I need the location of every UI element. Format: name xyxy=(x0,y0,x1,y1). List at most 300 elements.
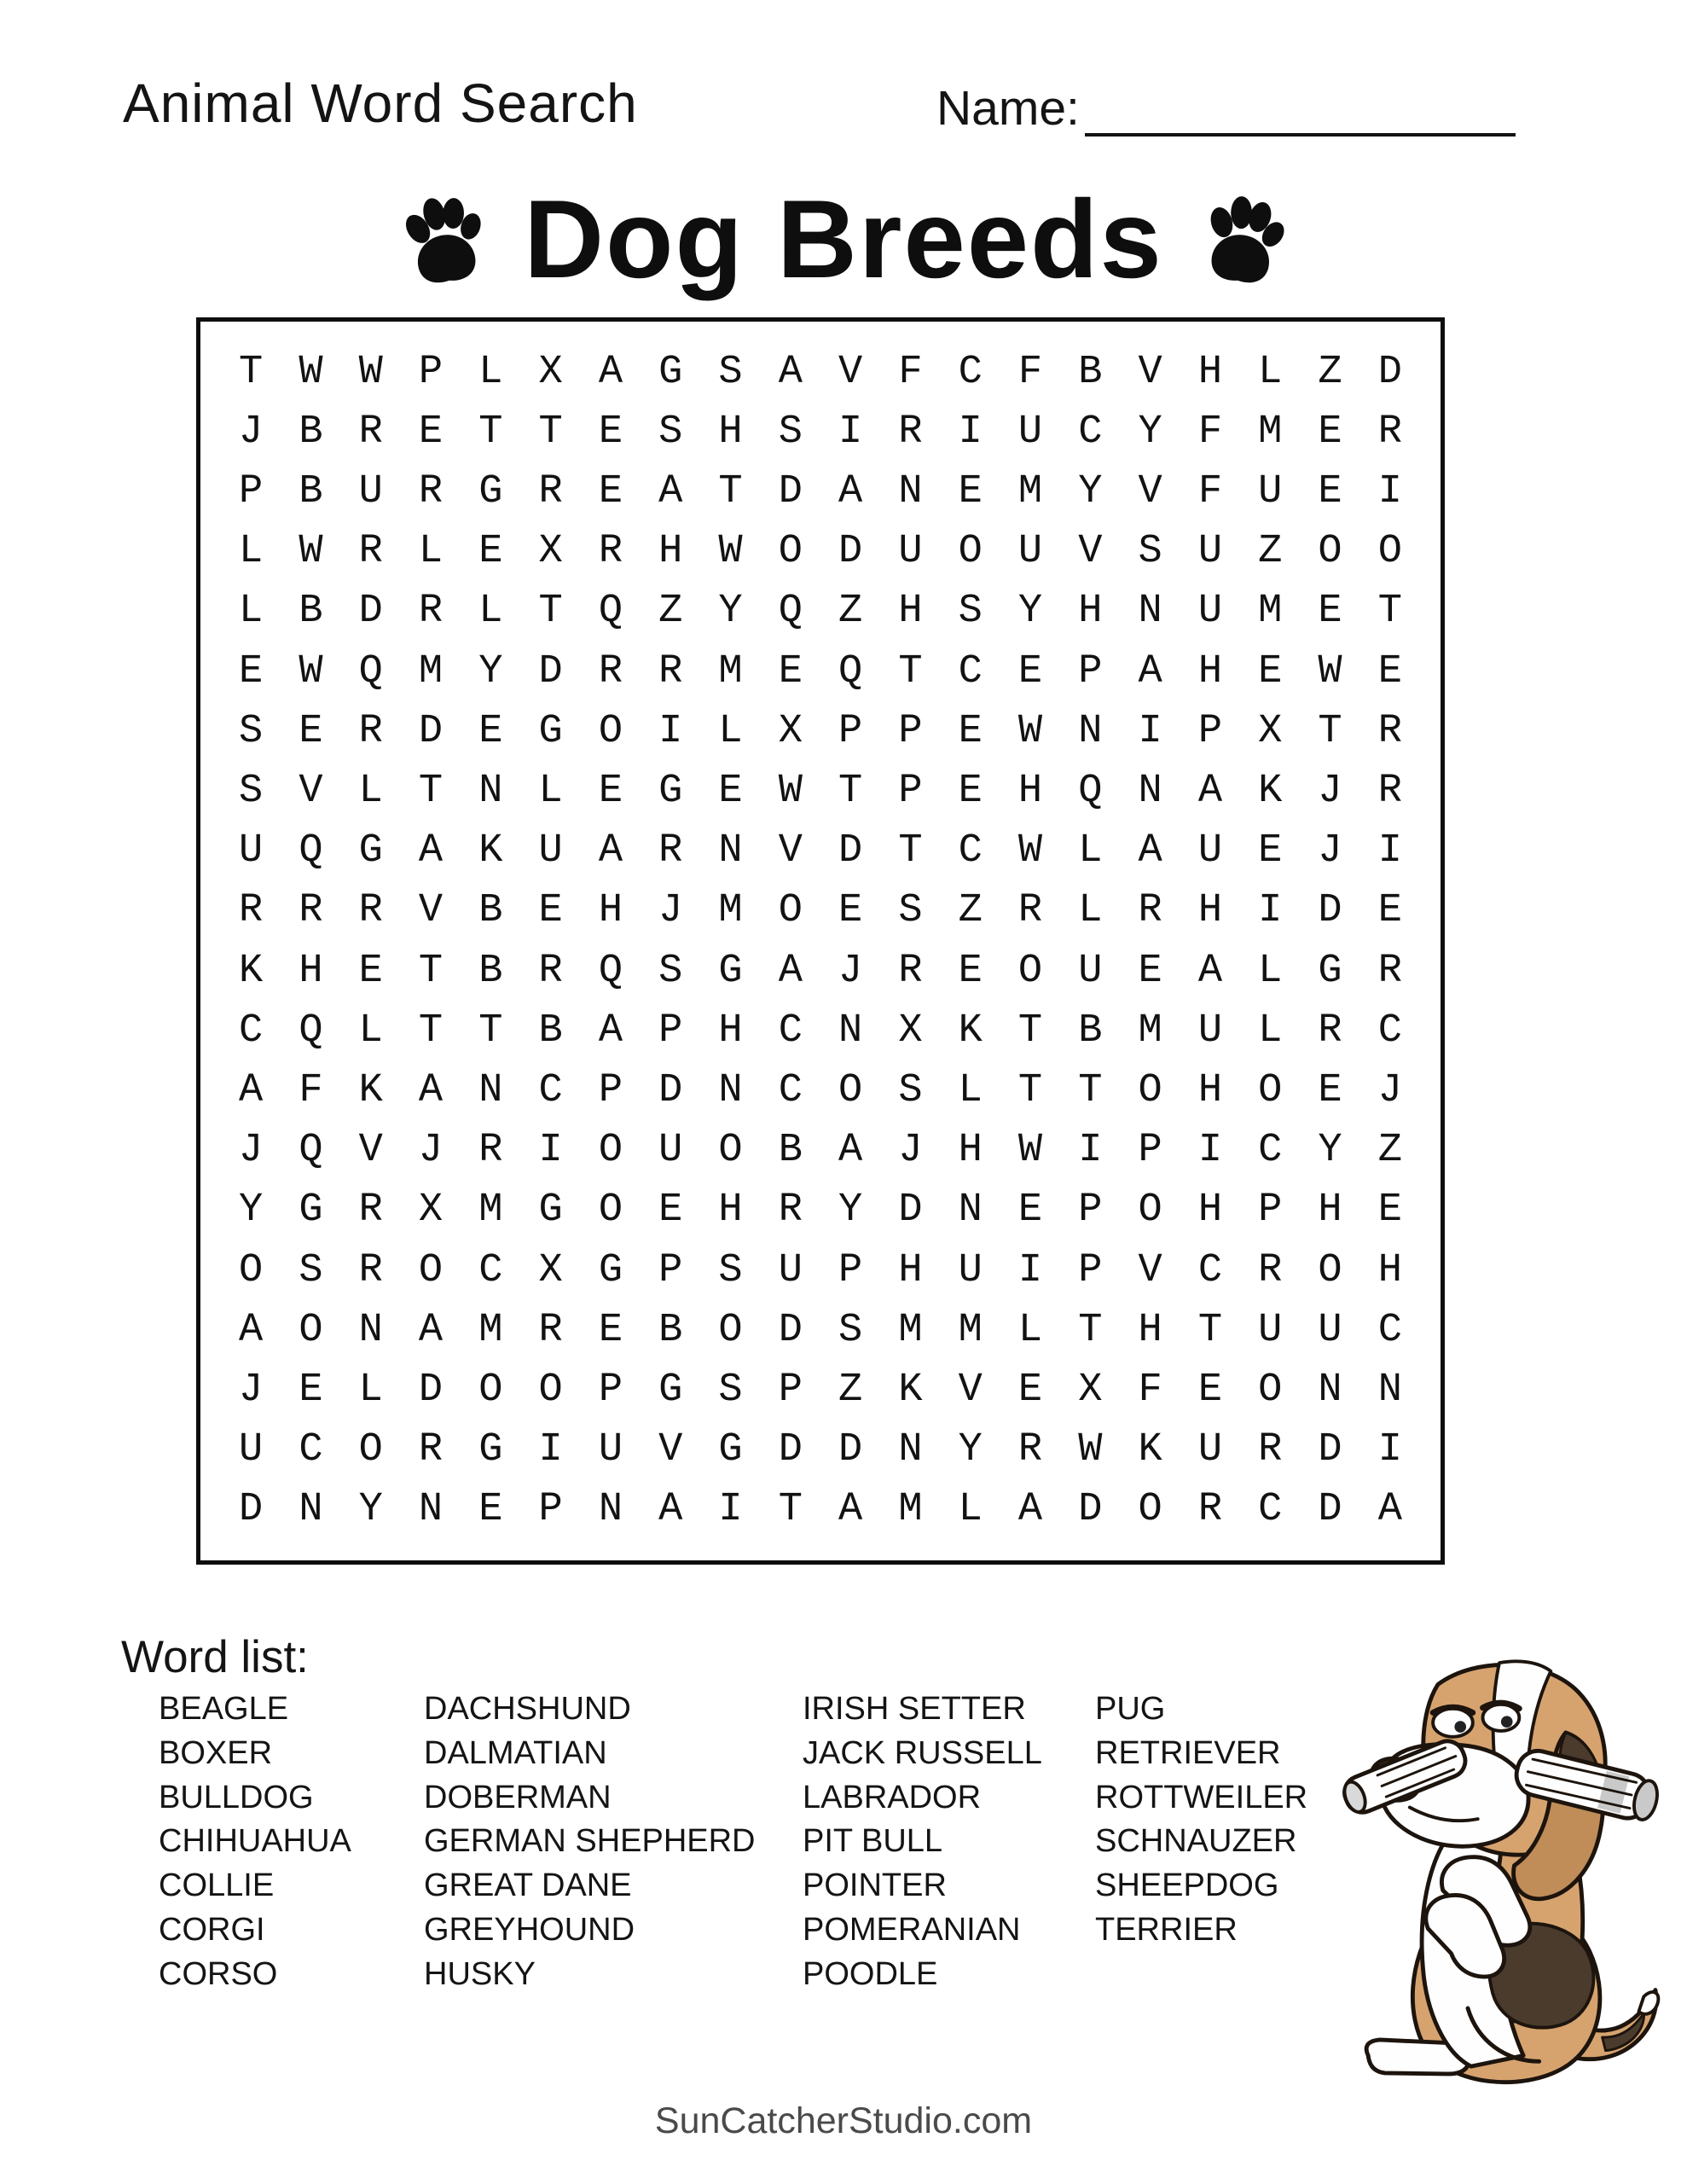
grid-letter[interactable]: T xyxy=(838,768,863,814)
grid-letter[interactable]: I xyxy=(1377,828,1402,874)
grid-letter[interactable]: J xyxy=(658,888,683,934)
grid-letter[interactable]: H xyxy=(1078,589,1103,635)
grid-letter[interactable]: C xyxy=(1258,1128,1283,1174)
grid-letter[interactable]: A xyxy=(658,468,683,514)
grid-letter[interactable]: E xyxy=(778,648,803,694)
grid-letter[interactable]: O xyxy=(778,888,803,934)
grid-letter[interactable]: B xyxy=(538,1008,563,1054)
grid-letter[interactable]: U xyxy=(1197,828,1223,874)
grid-letter[interactable]: A xyxy=(598,828,623,874)
grid-letter[interactable]: X xyxy=(898,1008,923,1054)
grid-letter[interactable]: E xyxy=(418,409,443,455)
grid-letter[interactable]: M xyxy=(958,1307,983,1353)
grid-letter[interactable]: Y xyxy=(838,1188,863,1234)
grid-letter[interactable]: H xyxy=(598,888,623,934)
grid-letter[interactable]: S xyxy=(958,589,983,635)
grid-letter[interactable]: U xyxy=(1078,948,1103,994)
grid-letter[interactable]: O xyxy=(299,1307,323,1353)
grid-letter[interactable]: R xyxy=(898,948,923,994)
grid-letter[interactable]: S xyxy=(718,349,743,395)
grid-letter[interactable]: I xyxy=(838,409,863,455)
grid-letter[interactable]: E xyxy=(1318,589,1342,635)
grid-letter[interactable]: S xyxy=(778,409,803,455)
grid-letter[interactable]: E xyxy=(299,708,323,754)
grid-letter[interactable]: D xyxy=(1318,888,1342,934)
grid-letter[interactable]: I xyxy=(1377,1427,1402,1473)
grid-letter[interactable]: T xyxy=(1377,589,1402,635)
grid-letter[interactable]: X xyxy=(538,1247,563,1293)
grid-letter[interactable]: U xyxy=(538,828,563,874)
grid-letter[interactable]: V xyxy=(1138,1247,1162,1293)
grid-letter[interactable]: D xyxy=(658,1067,683,1113)
grid-letter[interactable]: U xyxy=(1197,529,1223,575)
grid-letter[interactable]: B xyxy=(1078,1008,1103,1054)
grid-letter[interactable]: T xyxy=(478,1008,503,1054)
grid-letter[interactable]: N xyxy=(1138,589,1162,635)
grid-letter[interactable]: C xyxy=(1377,1008,1402,1054)
grid-letter[interactable]: R xyxy=(1318,1008,1342,1054)
grid-letter[interactable]: P xyxy=(898,708,923,754)
grid-letter[interactable]: R xyxy=(1377,948,1402,994)
grid-letter[interactable]: D xyxy=(838,1427,863,1473)
grid-letter[interactable]: E xyxy=(478,1487,503,1533)
grid-letter[interactable]: E xyxy=(1017,1367,1043,1413)
grid-letter[interactable]: U xyxy=(239,1427,264,1473)
grid-letter[interactable]: L xyxy=(478,349,503,395)
grid-letter[interactable]: I xyxy=(1377,468,1402,514)
grid-letter[interactable]: H xyxy=(1318,1188,1342,1234)
grid-letter[interactable]: P xyxy=(418,349,443,395)
grid-letter[interactable]: A xyxy=(1138,828,1162,874)
grid-letter[interactable]: N xyxy=(1377,1367,1402,1413)
grid-letter[interactable]: C xyxy=(1377,1307,1402,1353)
grid-letter[interactable]: D xyxy=(418,708,443,754)
grid-letter[interactable]: F xyxy=(1138,1367,1162,1413)
grid-letter[interactable]: Z xyxy=(1377,1128,1402,1174)
grid-letter[interactable]: T xyxy=(1078,1067,1103,1113)
grid-letter[interactable]: R xyxy=(1197,1487,1223,1533)
grid-letter[interactable]: R xyxy=(418,468,443,514)
grid-letter[interactable]: L xyxy=(239,589,264,635)
grid-letter[interactable]: D xyxy=(239,1487,264,1533)
grid-letter[interactable]: M xyxy=(1017,468,1043,514)
grid-letter[interactable]: G xyxy=(1318,948,1342,994)
grid-letter[interactable]: K xyxy=(358,1067,383,1113)
grid-letter[interactable]: R xyxy=(1377,708,1402,754)
grid-letter[interactable]: Z xyxy=(838,1367,863,1413)
grid-letter[interactable]: C xyxy=(1258,1487,1283,1533)
grid-letter[interactable]: O xyxy=(1138,1188,1162,1234)
grid-letter[interactable]: Z xyxy=(1258,529,1283,575)
grid-letter[interactable]: D xyxy=(838,529,863,575)
grid-letter[interactable]: U xyxy=(1017,409,1043,455)
grid-letter[interactable]: V xyxy=(1078,529,1103,575)
grid-letter[interactable]: A xyxy=(418,828,443,874)
grid-letter[interactable]: I xyxy=(718,1487,743,1533)
grid-letter[interactable]: M xyxy=(718,888,743,934)
grid-letter[interactable]: M xyxy=(898,1307,923,1353)
grid-letter[interactable]: X xyxy=(418,1188,443,1234)
grid-letter[interactable]: P xyxy=(1197,708,1223,754)
grid-letter[interactable]: D xyxy=(538,648,563,694)
grid-letter[interactable]: W xyxy=(1017,708,1043,754)
grid-letter[interactable]: V xyxy=(778,828,803,874)
grid-letter[interactable]: L xyxy=(718,708,743,754)
grid-letter[interactable]: B xyxy=(1078,349,1103,395)
grid-letter[interactable]: X xyxy=(1258,708,1283,754)
grid-letter[interactable]: R xyxy=(299,888,323,934)
grid-letter[interactable]: Y xyxy=(958,1427,983,1473)
grid-letter[interactable]: P xyxy=(1078,648,1103,694)
grid-letter[interactable]: P xyxy=(598,1367,623,1413)
grid-letter[interactable]: H xyxy=(1197,349,1223,395)
grid-letter[interactable]: E xyxy=(1318,1067,1342,1113)
grid-letter[interactable]: U xyxy=(778,1247,803,1293)
grid-letter[interactable]: U xyxy=(1318,1307,1342,1353)
grid-letter[interactable]: I xyxy=(1078,1128,1103,1174)
grid-letter[interactable]: Y xyxy=(358,1487,383,1533)
grid-letter[interactable]: J xyxy=(838,948,863,994)
grid-letter[interactable]: D xyxy=(1318,1427,1342,1473)
grid-letter[interactable]: E xyxy=(1258,648,1283,694)
grid-letter[interactable]: I xyxy=(658,708,683,754)
grid-letter[interactable]: E xyxy=(718,768,743,814)
grid-letter[interactable]: P xyxy=(838,1247,863,1293)
grid-letter[interactable]: P xyxy=(778,1367,803,1413)
grid-letter[interactable]: W xyxy=(1017,828,1043,874)
grid-letter[interactable]: E xyxy=(1017,648,1043,694)
grid-letter[interactable]: R xyxy=(239,888,264,934)
grid-letter[interactable]: R xyxy=(538,948,563,994)
grid-letter[interactable]: J xyxy=(1377,1067,1402,1113)
grid-letter[interactable]: V xyxy=(418,888,443,934)
grid-letter[interactable]: O xyxy=(598,708,623,754)
grid-letter[interactable]: J xyxy=(898,1128,923,1174)
grid-letter[interactable]: W xyxy=(299,648,323,694)
grid-letter[interactable]: W xyxy=(358,349,383,395)
grid-letter[interactable]: O xyxy=(478,1367,503,1413)
grid-letter[interactable]: V xyxy=(1138,349,1162,395)
grid-letter[interactable]: E xyxy=(478,708,503,754)
grid-letter[interactable]: P xyxy=(1258,1188,1283,1234)
grid-letter[interactable]: N xyxy=(418,1487,443,1533)
grid-letter[interactable]: Z xyxy=(838,589,863,635)
grid-letter[interactable]: J xyxy=(239,1367,264,1413)
grid-letter[interactable]: C xyxy=(958,349,983,395)
grid-letter[interactable]: R xyxy=(478,1128,503,1174)
grid-letter[interactable]: A xyxy=(239,1307,264,1353)
grid-letter[interactable]: M xyxy=(1258,589,1283,635)
grid-letter[interactable]: R xyxy=(538,468,563,514)
grid-letter[interactable]: J xyxy=(1318,828,1342,874)
grid-letter[interactable]: M xyxy=(478,1307,503,1353)
grid-letter[interactable]: E xyxy=(538,888,563,934)
grid-letter[interactable]: W xyxy=(1078,1427,1103,1473)
grid-letter[interactable]: O xyxy=(1017,948,1043,994)
grid-letter[interactable]: D xyxy=(1318,1487,1342,1533)
grid-letter[interactable]: O xyxy=(1377,529,1402,575)
grid-letter[interactable]: Y xyxy=(478,648,503,694)
grid-letter[interactable]: A xyxy=(658,1487,683,1533)
grid-letter[interactable]: S xyxy=(718,1367,743,1413)
grid-letter[interactable]: V xyxy=(658,1427,683,1473)
grid-letter[interactable]: J xyxy=(239,1128,264,1174)
grid-letter[interactable]: T xyxy=(1017,1008,1043,1054)
grid-letter[interactable]: I xyxy=(1258,888,1283,934)
grid-letter[interactable]: P xyxy=(898,768,923,814)
grid-letter[interactable]: C xyxy=(778,1008,803,1054)
grid-letter[interactable]: D xyxy=(838,828,863,874)
grid-letter[interactable]: N xyxy=(478,768,503,814)
grid-letter[interactable]: U xyxy=(598,1427,623,1473)
grid-letter[interactable]: T xyxy=(478,409,503,455)
grid-letter[interactable]: K xyxy=(958,1008,983,1054)
grid-letter[interactable]: J xyxy=(1318,768,1342,814)
grid-letter[interactable]: F xyxy=(1197,409,1223,455)
grid-letter[interactable]: N xyxy=(718,1067,743,1113)
grid-letter[interactable]: O xyxy=(718,1307,743,1353)
grid-letter[interactable]: D xyxy=(898,1188,923,1234)
grid-letter[interactable]: V xyxy=(358,1128,383,1174)
grid-letter[interactable]: U xyxy=(658,1128,683,1174)
grid-letter[interactable]: A xyxy=(1197,768,1223,814)
grid-letter[interactable]: W xyxy=(299,349,323,395)
grid-letter[interactable]: N xyxy=(358,1307,383,1353)
grid-letter[interactable]: I xyxy=(958,409,983,455)
grid-letter[interactable]: R xyxy=(898,409,923,455)
grid-letter[interactable]: E xyxy=(1377,888,1402,934)
name-input-line[interactable] xyxy=(1085,85,1516,136)
grid-letter[interactable]: T xyxy=(778,1487,803,1533)
grid-letter[interactable]: L xyxy=(1258,349,1283,395)
grid-letter[interactable]: Q xyxy=(598,948,623,994)
grid-letter[interactable]: E xyxy=(958,768,983,814)
grid-letter[interactable]: B xyxy=(299,409,323,455)
grid-letter[interactable]: R xyxy=(598,529,623,575)
grid-letter[interactable]: C xyxy=(1197,1247,1223,1293)
grid-letter[interactable]: U xyxy=(1197,589,1223,635)
grid-letter[interactable]: O xyxy=(1318,1247,1342,1293)
grid-letter[interactable]: B xyxy=(658,1307,683,1353)
grid-letter[interactable]: L xyxy=(239,529,264,575)
grid-letter[interactable]: L xyxy=(358,1367,383,1413)
grid-letter[interactable]: O xyxy=(418,1247,443,1293)
grid-letter[interactable]: A xyxy=(778,349,803,395)
grid-letter[interactable]: N xyxy=(898,468,923,514)
grid-letter[interactable]: W xyxy=(718,529,743,575)
grid-letter[interactable]: U xyxy=(358,468,383,514)
grid-letter[interactable]: A xyxy=(418,1307,443,1353)
grid-letter[interactable]: A xyxy=(1197,948,1223,994)
grid-letter[interactable]: R xyxy=(418,1427,443,1473)
grid-letter[interactable]: V xyxy=(299,768,323,814)
grid-letter[interactable]: H xyxy=(1197,1067,1223,1113)
grid-letter[interactable]: E xyxy=(1197,1367,1223,1413)
grid-letter[interactable]: E xyxy=(958,468,983,514)
grid-letter[interactable]: X xyxy=(538,529,563,575)
grid-letter[interactable]: O xyxy=(1138,1487,1162,1533)
grid-letter[interactable]: C xyxy=(239,1008,264,1054)
grid-letter[interactable]: O xyxy=(718,1128,743,1174)
grid-letter[interactable]: H xyxy=(1377,1247,1402,1293)
grid-letter[interactable]: A xyxy=(418,1067,443,1113)
grid-letter[interactable]: P xyxy=(1078,1188,1103,1234)
grid-letter[interactable]: H xyxy=(1138,1307,1162,1353)
grid-letter[interactable]: G xyxy=(598,1247,623,1293)
grid-letter[interactable]: R xyxy=(358,529,383,575)
grid-letter[interactable]: W xyxy=(299,529,323,575)
grid-letter[interactable]: R xyxy=(358,409,383,455)
grid-letter[interactable]: P xyxy=(538,1487,563,1533)
grid-letter[interactable]: T xyxy=(898,648,923,694)
grid-letter[interactable]: K xyxy=(1138,1427,1162,1473)
grid-letter[interactable]: L xyxy=(538,768,563,814)
grid-letter[interactable]: L xyxy=(958,1487,983,1533)
grid-letter[interactable]: H xyxy=(718,409,743,455)
grid-letter[interactable]: U xyxy=(1197,1427,1223,1473)
grid-letter[interactable]: A xyxy=(838,1487,863,1533)
grid-letter[interactable]: H xyxy=(1017,768,1043,814)
grid-letter[interactable]: T xyxy=(1318,708,1342,754)
grid-letter[interactable]: U xyxy=(1197,1008,1223,1054)
grid-letter[interactable]: E xyxy=(299,1367,323,1413)
grid-letter[interactable]: M xyxy=(478,1188,503,1234)
grid-letter[interactable]: F xyxy=(299,1067,323,1113)
grid-letter[interactable]: B xyxy=(478,888,503,934)
grid-letter[interactable]: B xyxy=(299,468,323,514)
grid-letter[interactable]: A xyxy=(1138,648,1162,694)
grid-letter[interactable]: N xyxy=(838,1008,863,1054)
grid-letter[interactable]: N xyxy=(718,828,743,874)
grid-letter[interactable]: R xyxy=(1377,768,1402,814)
grid-letter[interactable]: C xyxy=(778,1067,803,1113)
grid-letter[interactable]: A xyxy=(838,468,863,514)
grid-letter[interactable]: O xyxy=(1318,529,1342,575)
grid-letter[interactable]: I xyxy=(1138,708,1162,754)
grid-letter[interactable]: L xyxy=(358,768,383,814)
grid-letter[interactable]: D xyxy=(778,468,803,514)
grid-letter[interactable]: R xyxy=(358,1188,383,1234)
grid-letter[interactable]: S xyxy=(299,1247,323,1293)
grid-letter[interactable]: P xyxy=(1078,1247,1103,1293)
grid-letter[interactable]: T xyxy=(1017,1067,1043,1113)
grid-letter[interactable]: G xyxy=(478,1427,503,1473)
grid-letter[interactable]: D xyxy=(1078,1487,1103,1533)
grid-letter[interactable]: T xyxy=(239,349,264,395)
grid-letter[interactable]: T xyxy=(418,948,443,994)
grid-letter[interactable]: N xyxy=(1138,768,1162,814)
grid-letter[interactable]: R xyxy=(538,1307,563,1353)
grid-letter[interactable]: O xyxy=(1138,1067,1162,1113)
grid-letter[interactable]: Q xyxy=(299,1008,323,1054)
grid-letter[interactable]: E xyxy=(239,648,264,694)
grid-letter[interactable]: K xyxy=(478,828,503,874)
grid-letter[interactable]: O xyxy=(358,1427,383,1473)
grid-letter[interactable]: L xyxy=(1078,828,1103,874)
grid-letter[interactable]: R xyxy=(418,589,443,635)
grid-letter[interactable]: N xyxy=(958,1188,983,1234)
grid-letter[interactable]: H xyxy=(718,1188,743,1234)
grid-letter[interactable]: G xyxy=(658,768,683,814)
grid-letter[interactable]: C xyxy=(958,828,983,874)
grid-letter[interactable]: H xyxy=(958,1128,983,1174)
grid-letter[interactable]: X xyxy=(538,349,563,395)
grid-letter[interactable]: Y xyxy=(1078,468,1103,514)
grid-letter[interactable]: D xyxy=(358,589,383,635)
grid-letter[interactable]: O xyxy=(1258,1367,1283,1413)
grid-letter[interactable]: L xyxy=(1078,888,1103,934)
grid-letter[interactable]: L xyxy=(958,1067,983,1113)
grid-letter[interactable]: A xyxy=(239,1067,264,1113)
grid-letter[interactable]: G xyxy=(358,828,383,874)
grid-letter[interactable]: Q xyxy=(838,648,863,694)
grid-letter[interactable]: Y xyxy=(718,589,743,635)
grid-letter[interactable]: S xyxy=(658,409,683,455)
grid-letter[interactable]: C xyxy=(1078,409,1103,455)
grid-letter[interactable]: T xyxy=(718,468,743,514)
grid-letter[interactable]: N xyxy=(1078,708,1103,754)
grid-letter[interactable]: N xyxy=(598,1487,623,1533)
grid-letter[interactable]: E xyxy=(958,948,983,994)
grid-letter[interactable]: S xyxy=(239,768,264,814)
grid-letter[interactable]: L xyxy=(418,529,443,575)
grid-letter[interactable]: I xyxy=(1197,1128,1223,1174)
grid-letter[interactable]: R xyxy=(658,648,683,694)
grid-letter[interactable]: R xyxy=(1017,1427,1043,1473)
grid-letter[interactable]: E xyxy=(598,768,623,814)
grid-letter[interactable]: S xyxy=(1138,529,1162,575)
grid-letter[interactable]: T xyxy=(898,828,923,874)
grid-letter[interactable]: R xyxy=(658,828,683,874)
grid-letter[interactable]: E xyxy=(1138,948,1162,994)
grid-letter[interactable]: G xyxy=(718,948,743,994)
grid-letter[interactable]: M xyxy=(1258,409,1283,455)
grid-letter[interactable]: Z xyxy=(658,589,683,635)
grid-letter[interactable]: S xyxy=(658,948,683,994)
grid-letter[interactable]: E xyxy=(838,888,863,934)
grid-letter[interactable]: G xyxy=(538,1188,563,1234)
grid-letter[interactable]: O xyxy=(1258,1067,1283,1113)
grid-letter[interactable]: G xyxy=(658,1367,683,1413)
grid-letter[interactable]: P xyxy=(239,468,264,514)
grid-letter[interactable]: A xyxy=(1377,1487,1402,1533)
grid-letter[interactable]: E xyxy=(958,708,983,754)
grid-letter[interactable]: E xyxy=(1377,1188,1402,1234)
grid-letter[interactable]: B xyxy=(299,589,323,635)
grid-letter[interactable]: P xyxy=(1138,1128,1162,1174)
grid-letter[interactable]: O xyxy=(239,1247,264,1293)
grid-letter[interactable]: S xyxy=(838,1307,863,1353)
grid-letter[interactable]: V xyxy=(838,349,863,395)
grid-letter[interactable]: G xyxy=(658,349,683,395)
grid-letter[interactable]: N xyxy=(898,1427,923,1473)
grid-letter[interactable]: Q xyxy=(1078,768,1103,814)
grid-letter[interactable]: R xyxy=(1017,888,1043,934)
grid-letter[interactable]: V xyxy=(958,1367,983,1413)
grid-letter[interactable]: A xyxy=(778,948,803,994)
grid-letter[interactable]: P xyxy=(658,1008,683,1054)
grid-letter[interactable]: B xyxy=(778,1128,803,1174)
grid-letter[interactable]: K xyxy=(898,1367,923,1413)
grid-letter[interactable]: D xyxy=(778,1427,803,1473)
grid-letter[interactable]: D xyxy=(418,1367,443,1413)
grid-letter[interactable]: H xyxy=(658,529,683,575)
grid-letter[interactable]: G xyxy=(478,468,503,514)
grid-letter[interactable]: H xyxy=(898,589,923,635)
grid-letter[interactable]: E xyxy=(1377,648,1402,694)
grid-letter[interactable]: R xyxy=(1258,1427,1283,1473)
grid-letter[interactable]: S xyxy=(898,1067,923,1113)
